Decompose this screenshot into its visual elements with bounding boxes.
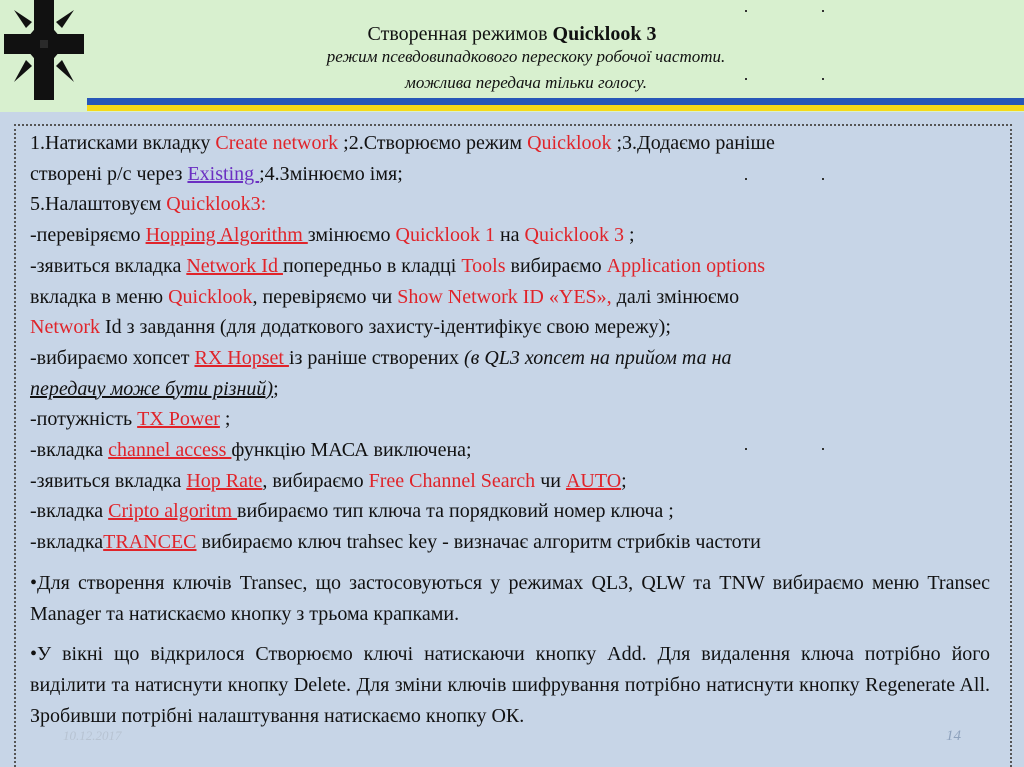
auto-link[interactable]: AUTO [565,469,622,492]
text: -зявиться вкладка [30,254,187,277]
text: функцію МАСА виключена; [231,439,472,462]
trancec-link[interactable]: TRANCEC [103,531,197,554]
text: 5.Налаштовуєм [30,193,167,216]
text: ;2.Створюємо режим [338,132,528,154]
text: -вкладка [30,500,109,523]
rx-hopset-link[interactable]: RX Hopset [194,346,289,369]
free-channel-search-term: Free Channel Search [368,469,536,492]
content-line-7 [30,312,990,343]
quicklook1-term: Quicklook 1 [395,224,495,247]
text: вкладка в меню [30,285,169,308]
slide-content [30,128,990,731]
existing-link[interactable]: Existing [187,162,260,185]
text: , вибираємо [262,469,369,492]
content-line-10 [30,404,990,435]
speck [745,10,747,12]
tx-power-link[interactable]: TX Power [137,408,220,431]
slide-subtitle-2: можлива передача тільки голосу. [405,73,647,92]
text: -перевіряємо [30,224,146,247]
cripto-algoritm-link[interactable]: Cripto algoritm [108,500,238,523]
text: далі змінюємо [611,285,740,308]
content-line-9 [30,374,990,405]
network-id-link[interactable]: Network Id [186,254,283,277]
text: -зявиться вкладка [30,469,187,492]
content-line-14 [30,527,990,558]
text: Id з завдання (для додаткового захисту-ідентифікує свою мережу); [99,316,671,339]
text: -вкладка [30,531,104,554]
channel-access-link[interactable]: channel access [108,439,232,462]
content-line-3 [30,189,990,220]
text: , перевіряємо чи [252,285,398,308]
text: чи [535,469,566,492]
slide-subtitle-1: режим псевдовипадкового перескоку робочої частоти. [326,47,726,66]
italic-note: (в QL3 хопсет на прийом та на [464,346,732,369]
text: -вкладка [30,439,109,462]
text: створені р/с через [30,162,188,185]
italic-note: передачу може бути різний) [30,377,274,400]
quicklook3-term: Quicklook 3 [524,224,624,247]
text: ;3.Додаємо раніше [611,132,775,154]
hopping-algorithm-link[interactable]: Hopping Algorithm [145,224,308,247]
content-line-11 [30,435,990,466]
text: із раніше створених [288,346,465,369]
speck [745,78,747,80]
text: вибираємо [505,254,607,277]
text: попередньо в кладці [282,254,462,277]
text: -вибираємо хопсет [30,346,195,369]
text: 1.Натисками вкладку [30,132,216,154]
text: -потужність [30,408,138,431]
flag-stripe-yellow [87,105,1024,111]
quicklook-term: Quicklook [168,285,253,308]
speck [822,78,824,80]
content-line-12 [30,466,990,497]
hop-rate-link[interactable]: Hop Rate [186,469,263,492]
content-line-1 [30,128,990,159]
title-strong: Quicklook 3 [552,23,657,45]
content-line-13 [30,496,990,527]
text: ;4.Змінюємо імя; [259,162,403,185]
text: вибираємо тип ключа та порядковий номер ключа ; [237,500,674,523]
quicklook3-term: Quicklook3: [166,193,267,216]
content-line-8 [30,343,990,374]
bullet-keys: •У вікні що відкрилося Створюємо ключі натискаючи кнопку Add. Для видалення ключа потрібно його виділити та натиснути кнопку Delete. Для зміни ключів шифрування потрібно натиснути кнопку Regenerate All. Зробивши потрібні налаштування натискаємо кнопку ОК. [30,643,990,727]
flag-stripe-blue [87,98,1024,105]
content-line-6 [30,282,990,313]
text: ; [219,408,231,431]
application-options-term: Application options [606,254,765,277]
text: ; [273,377,279,400]
bullet-transec: •Для створення ключів Transec, що застосовуються у режимах QL3, QLW та TNW вибираємо меню Transec Manager та натискаємо кнопку з трьома крапками. [30,571,990,625]
create-network-term: Create network [215,132,339,154]
text: змінюємо [307,224,396,247]
tools-term: Tools [461,254,506,277]
network-term: Network [30,316,100,339]
speck [745,178,747,180]
content-line-5 [30,251,990,282]
slide-date: 10.12.2017 [63,728,122,743]
text: ; [621,469,627,492]
speck [822,10,824,12]
slide-title [0,23,1024,46]
show-network-id-term: Show Network ID «YES», [397,285,612,308]
text: вибираємо ключ trahsec key - визначає алгоритм стрибків частоти [196,531,761,554]
speck [822,448,824,450]
speck [822,178,824,180]
title-prefix: Створенная режимов [367,23,553,45]
speck [745,448,747,450]
content-line-4 [30,220,990,251]
content-line-2 [30,159,990,190]
slide-number: 14 [946,728,961,744]
quicklook-term: Quicklook [527,132,612,154]
text: на [494,224,525,247]
text: ; [623,224,635,247]
